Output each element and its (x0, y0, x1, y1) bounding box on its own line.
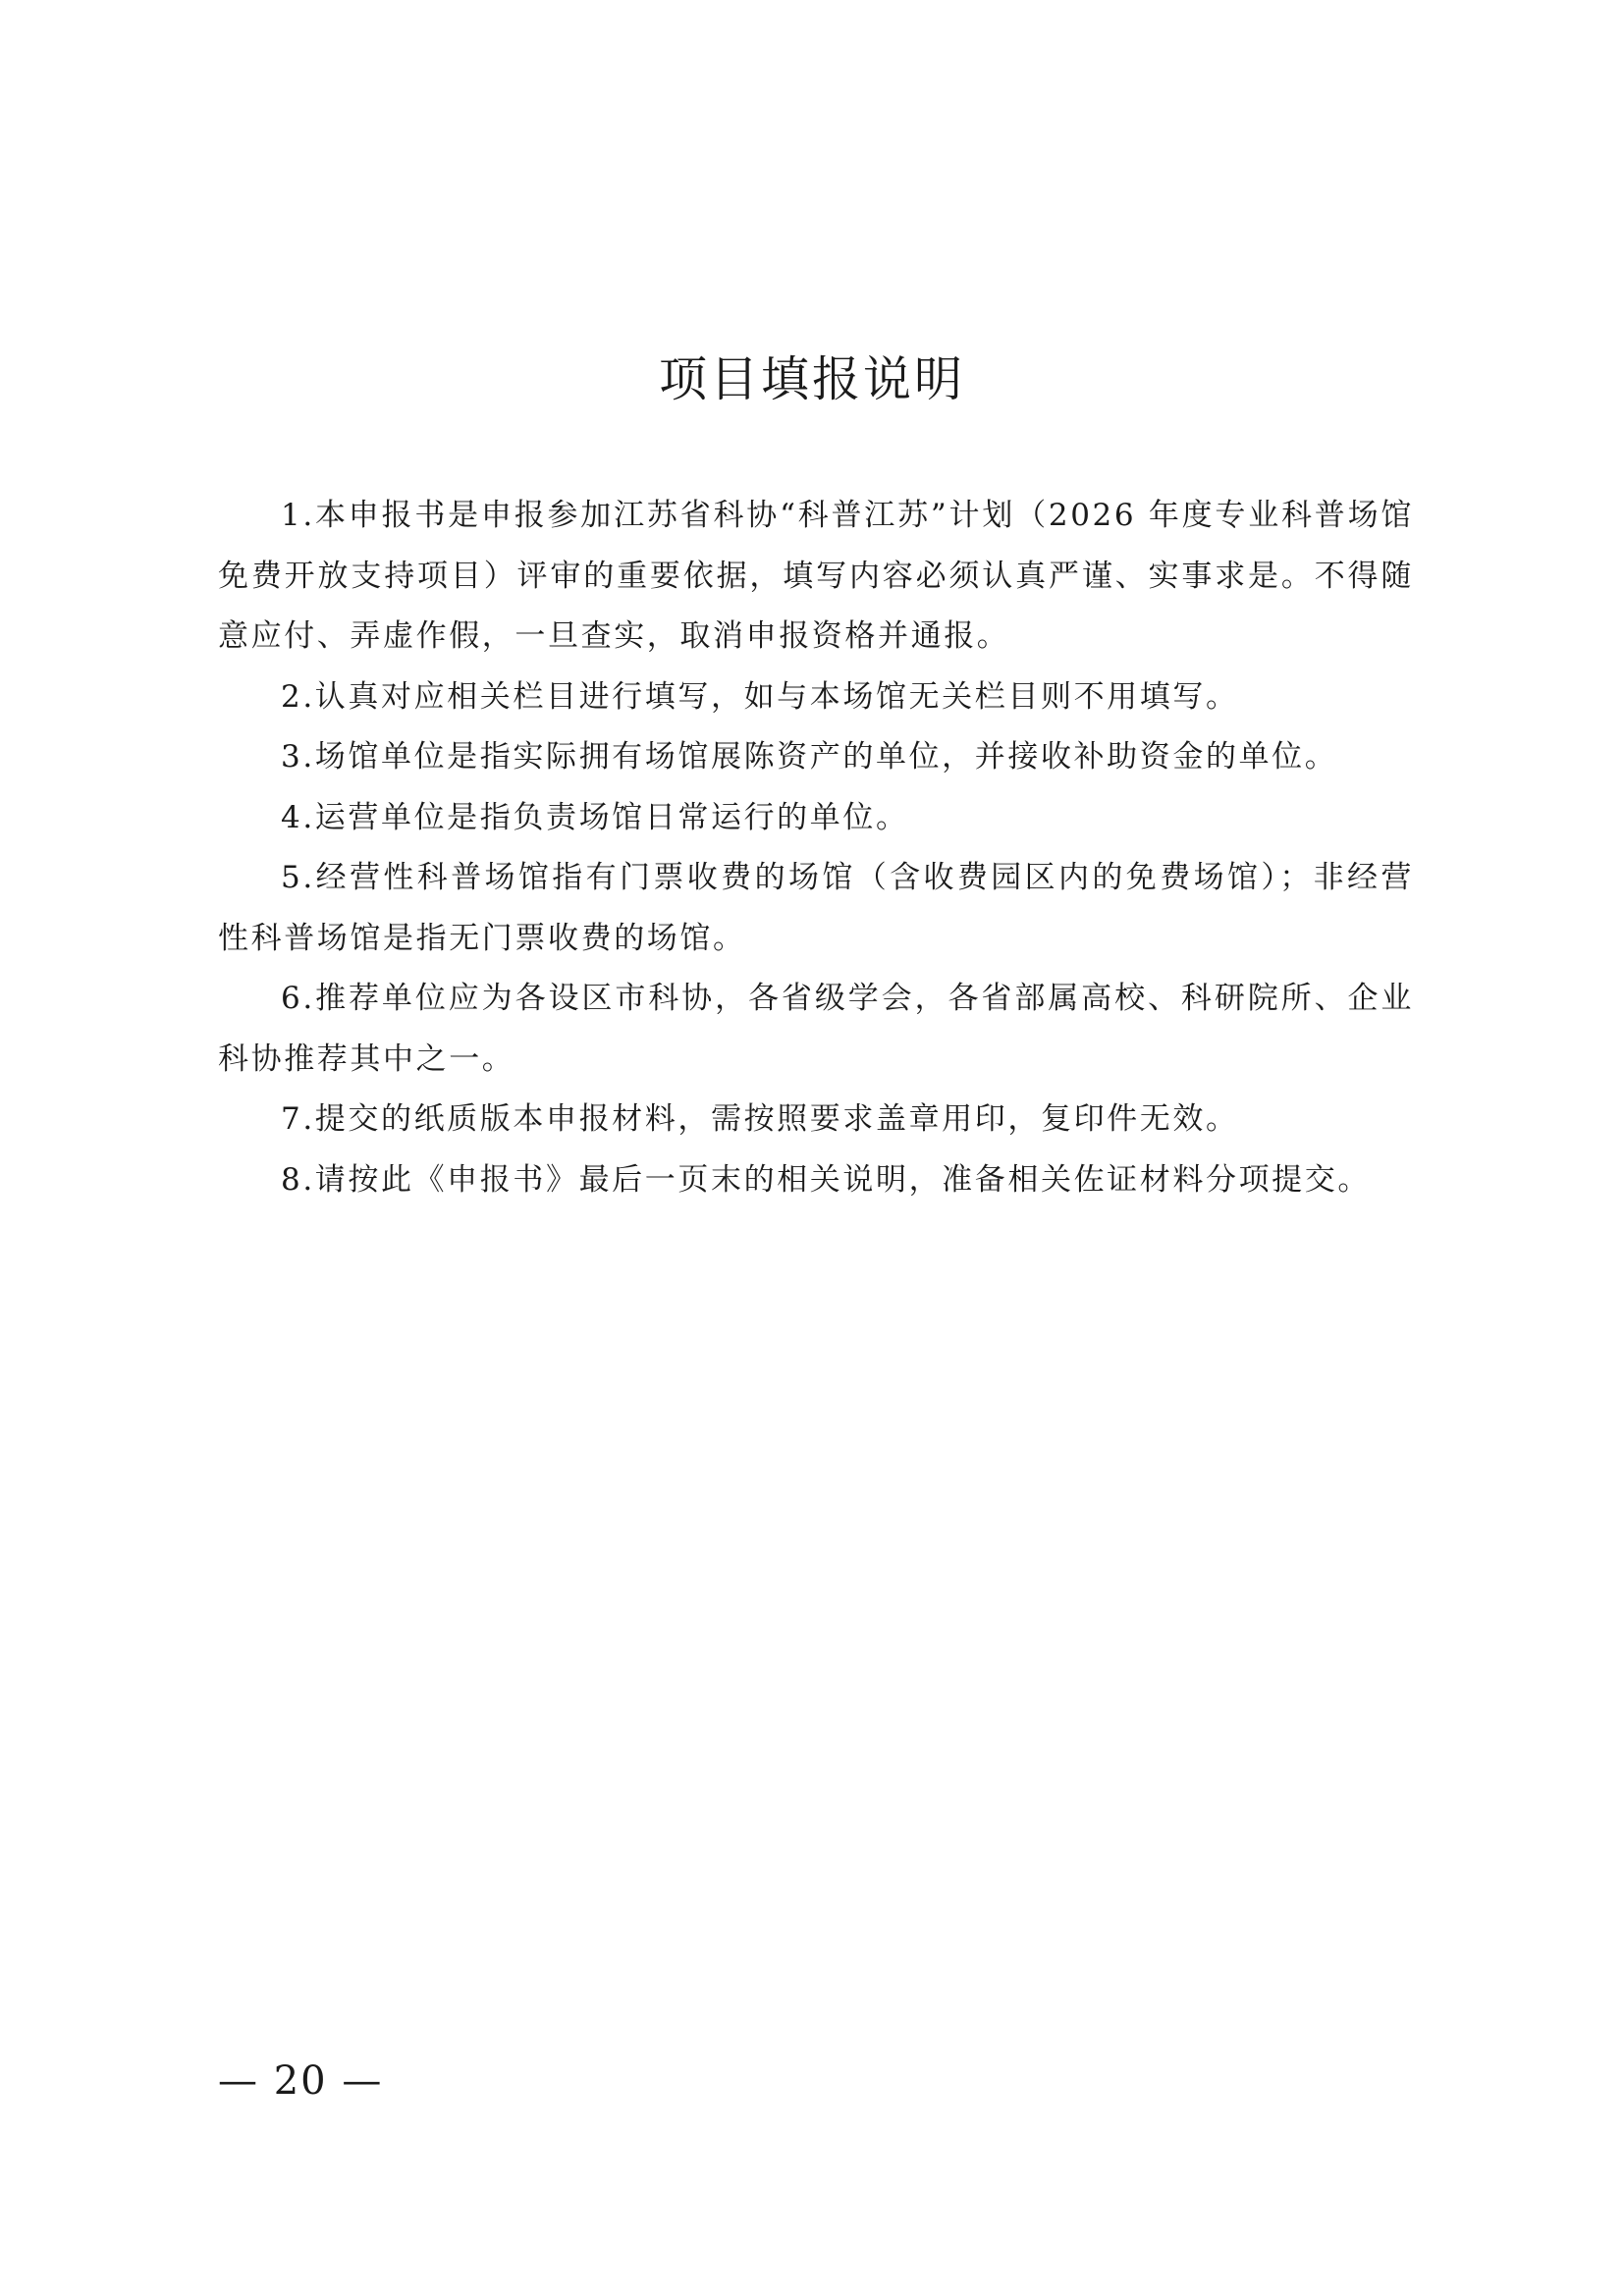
instruction-item-3: 3.场馆单位是指实际拥有场馆展陈资产的单位，并接收补助资金的单位。 (281, 739, 1338, 774)
page-number: — 20 — (218, 2058, 384, 2104)
instruction-item-6: 6.推荐单位应为各设区市科协，各省级学会，各省部属高校、科研院所、企业科协推荐其中之一。 (218, 981, 1414, 1077)
page-title: 项目填报说明 (658, 351, 965, 407)
instruction-item-1: 1.本申报书是申报参加江苏省科协“科普江苏”计划（2026 年度专业科普场馆免费开放支持项目）评审的重要依据，填写内容必须认真严谨、实事求是。不得随意应付、弄虚作假，一旦查实，取消申报资格并通报。 (218, 498, 1414, 654)
instruction-item-2: 2.认真对应相关栏目进行填写，如与本场馆无关栏目则不用填写。 (281, 678, 1239, 715)
instruction-item-8: 8.请按此《申报书》最后一页末的相关说明，准备相关佐证材料分项提交。 (281, 1161, 1371, 1198)
instruction-item-7: 7.提交的纸质版本申报材料，需按照要求盖章用印，复印件无效。 (281, 1101, 1239, 1137)
instruction-item-5: 5.经营性科普场馆指有门票收费的场馆（含收费园区内的免费场馆）；非经营性科普场馆是指无门票收费的场馆。 (218, 860, 1414, 956)
instructions-body (218, 486, 1414, 1210)
instruction-item-4: 4.运营单位是指负责场馆日常运行的单位。 (281, 799, 909, 835)
